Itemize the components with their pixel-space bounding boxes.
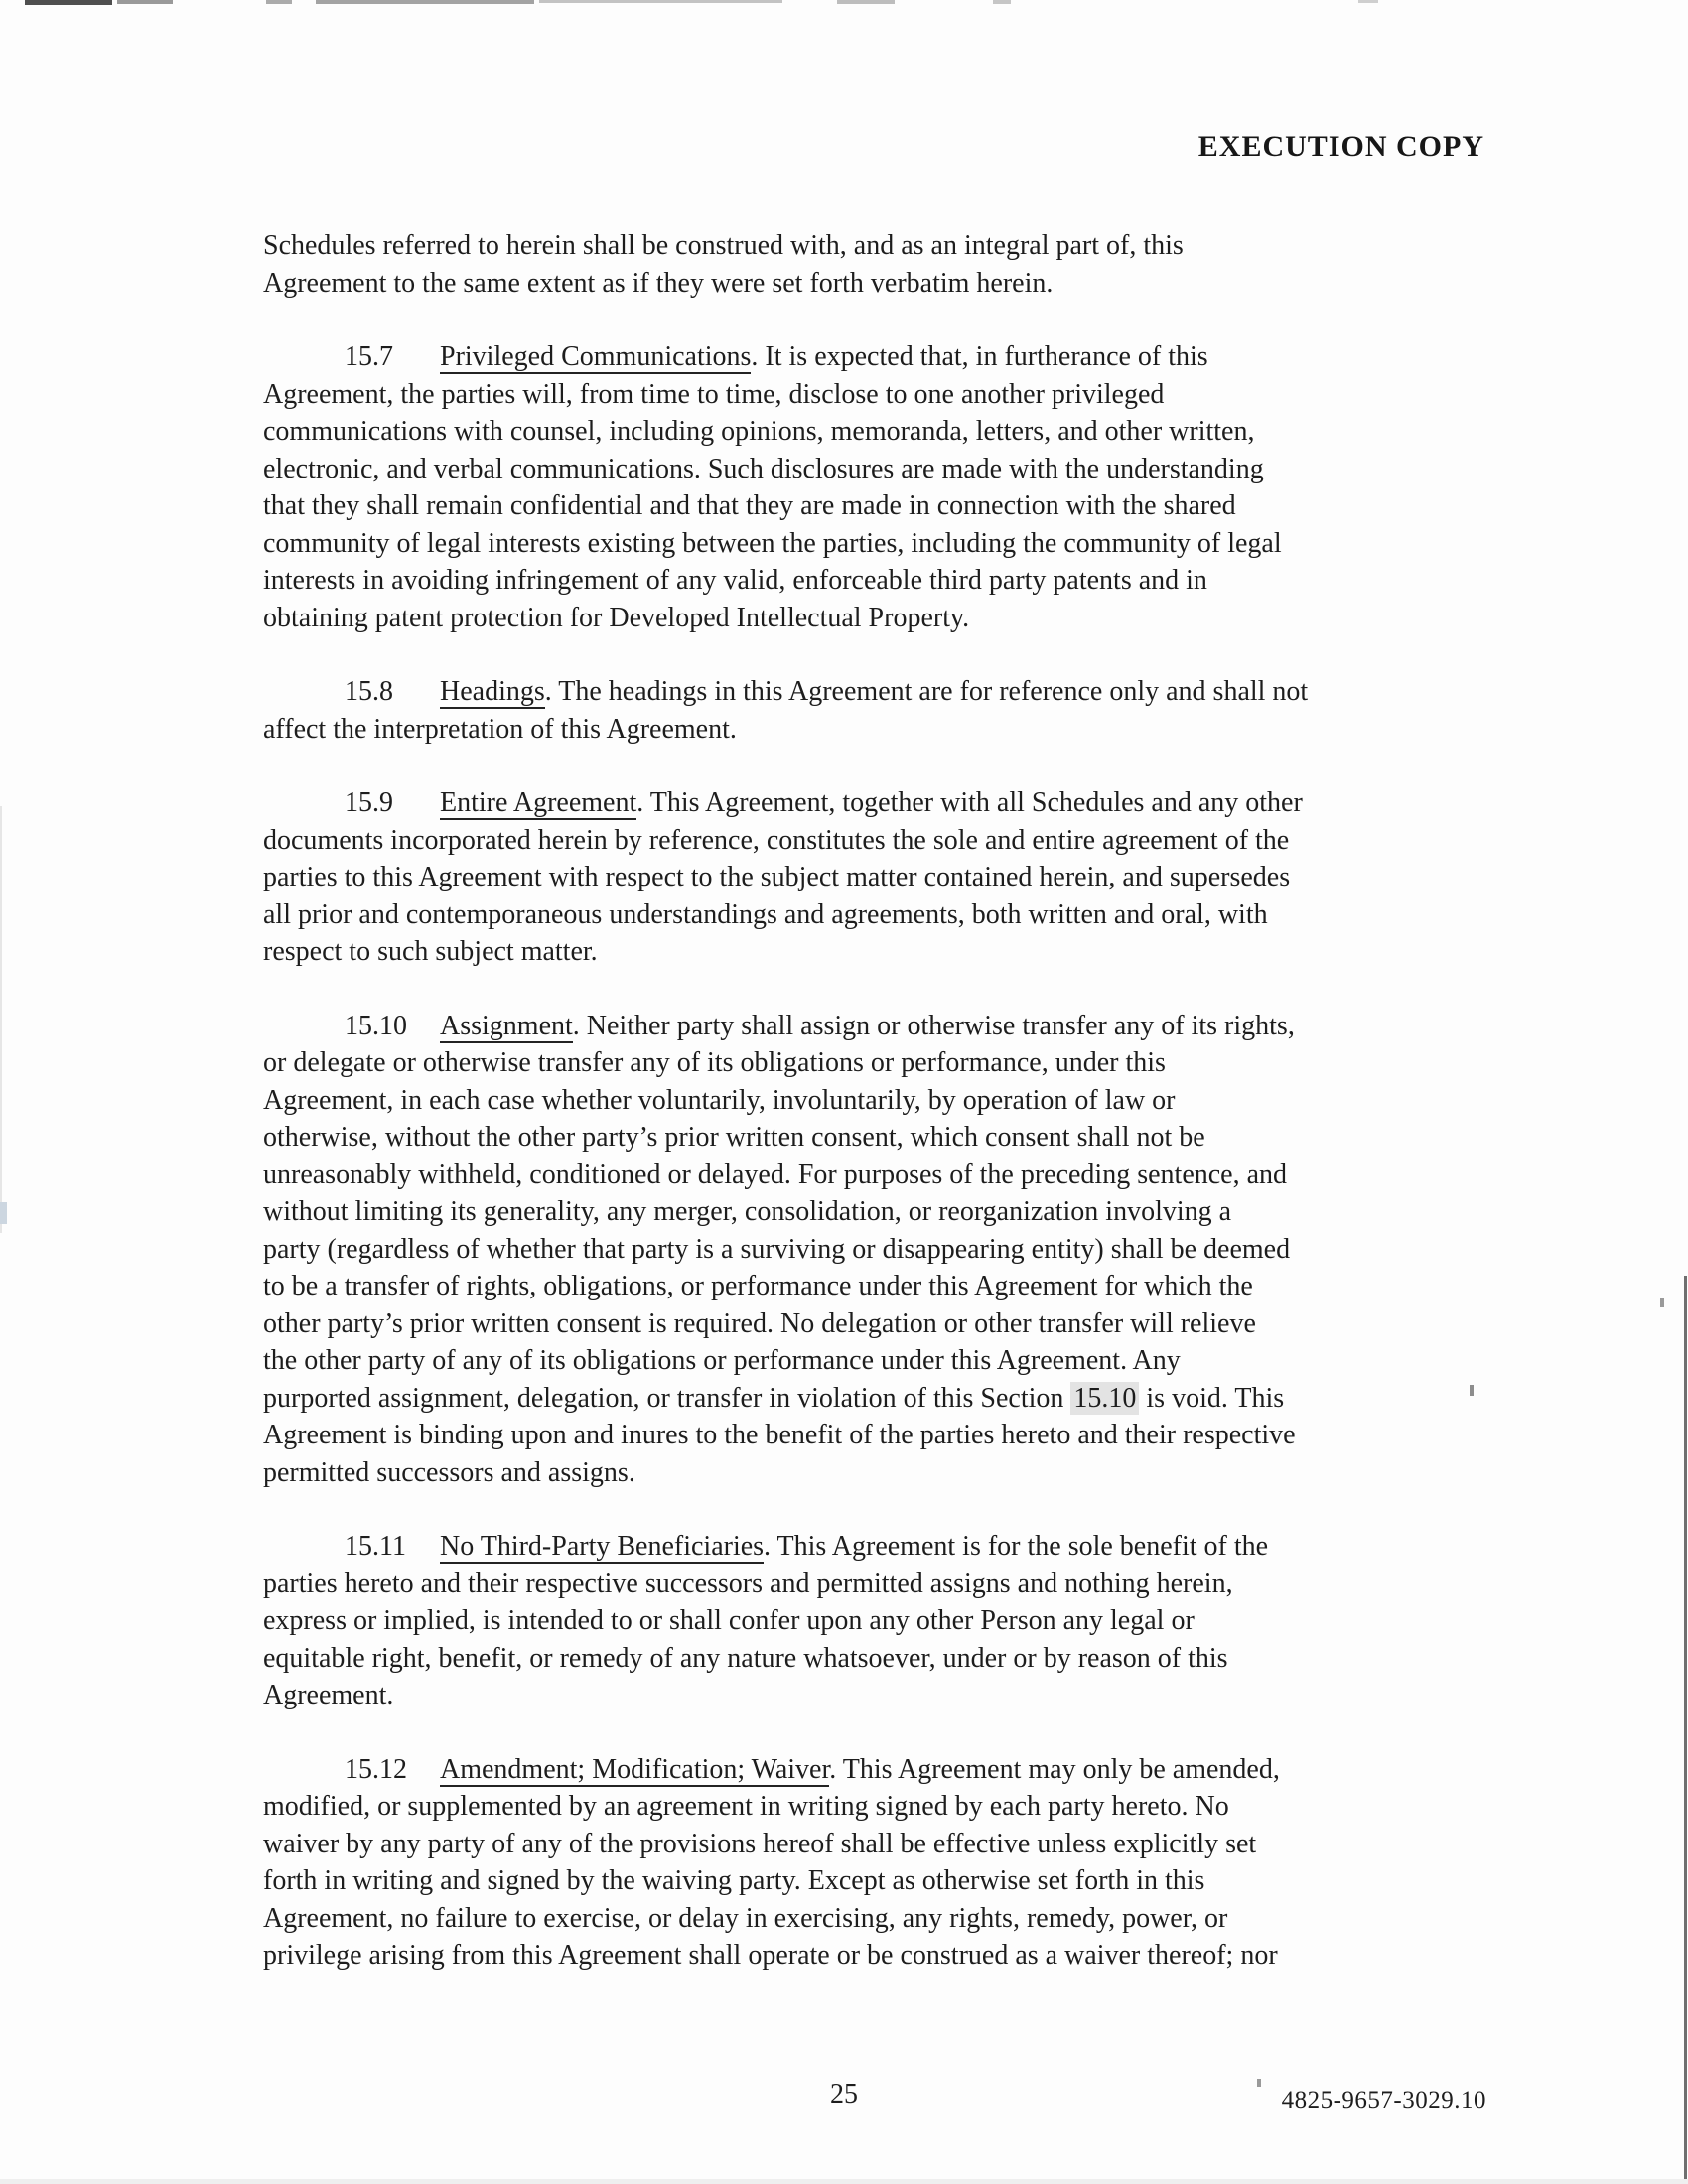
text-line: obtaining patent protection for Developed Intellectual Property. [263, 602, 970, 633]
section-reference-highlight: 15.10 [1070, 1382, 1139, 1415]
continuation-paragraph [263, 227, 1514, 302]
text-line: express or implied, is intended to or shall confer upon any other Person any legal or [263, 1605, 1195, 1636]
section-number: 15.11 [345, 1531, 406, 1562]
text-line: Agreement, the parties will, from time to time, disclose to one another privileged [263, 378, 1165, 410]
text-line: 15.11 No Third-Party Beneficiaries. This Agreement is for the sole benefit of the [263, 1528, 1514, 1566]
text-line: the other party of any of its obligations or performance under this Agreement. Any [263, 1345, 1181, 1376]
section-15-7-paragraph [263, 339, 1514, 636]
section-number: 15.12 [345, 1753, 407, 1785]
text-line: unreasonably withheld, conditioned or delayed. For purposes of the preceding sentence, and [263, 1159, 1288, 1190]
text-line: permitted successors and assigns. [263, 1456, 635, 1488]
text-line: or delegate or otherwise transfer any of its obligations or performance, under this [263, 1047, 1166, 1078]
scan-artifact-edge [0, 806, 2, 1233]
text-line: Agreement, in each case whether voluntarily, involuntarily, by operation of law or [263, 1084, 1176, 1116]
text-line: 15.9 Entire Agreement. This Agreement, together with all Schedules and any other [263, 784, 1514, 822]
text-line: respect to such subject matter. [263, 936, 598, 967]
scan-artifact-top-mark [316, 0, 534, 4]
section-title: No Third-Party Beneficiaries [440, 1531, 765, 1562]
section-15-9-paragraph [263, 784, 1514, 971]
text-line: Agreement, no failure to exercise, or delay in exercising, any rights, remedy, power, or [263, 1902, 1228, 1934]
text-line: other party’s prior written consent is required. No delegation or other transfer will relieve [263, 1307, 1256, 1339]
text-line: parties hereto and their respective successors and permitted assigns and nothing herein, [263, 1568, 1233, 1599]
section-title: Entire Agreement [440, 787, 637, 818]
scan-artifact-top-mark [837, 0, 895, 4]
text-line: modified, or supplemented by an agreement in writing signed by each party hereto. No [263, 1791, 1229, 1822]
section-title: Assignment [440, 1010, 573, 1041]
scan-artifact-speck [1660, 1298, 1664, 1307]
section-15-12-paragraph [263, 1751, 1514, 1975]
text-line: community of legal interests existing between the parties, including the community of legal [263, 527, 1282, 559]
section-number: 15.8 [345, 676, 393, 707]
text-line: 15.7 Privileged Communications. It is expected that, in furtherance of this [263, 339, 1514, 376]
text-line: forth in writing and signed by the waiving party. Except as otherwise set forth in this [263, 1865, 1205, 1896]
text-line: documents incorporated herein by reference, constitutes the sole and entire agreement of the [263, 824, 1290, 856]
page-number: 25 [830, 2079, 858, 2110]
text-line: Agreement is binding upon and inures to the benefit of the parties hereto and their respective [263, 1420, 1296, 1450]
scan-artifact-top-mark [539, 0, 782, 3]
section-number: 15.10 [345, 1010, 407, 1041]
text-line: 15.12 Amendment; Modification; Waiver. This Agreement may only be amended, [263, 1751, 1514, 1789]
text-line: waiver by any party of any of the provisions hereof shall be effective unless explicitly set [263, 1828, 1257, 1859]
text-line: Agreement to the same extent as if they were set forth verbatim herein. [263, 267, 1054, 299]
text-line: affect the interpretation of this Agreement. [263, 713, 737, 745]
scan-artifact-edge [0, 2179, 1688, 2184]
text-line: interests in avoiding infringement of any valid, enforceable third party patents and in [263, 565, 1207, 596]
section-title: Privileged Communications [440, 341, 752, 372]
scan-artifact-edge [1684, 1276, 1687, 2184]
text-line: that they shall remain confidential and that they are made in connection with the shared [263, 490, 1236, 521]
execution-copy-label: EXECUTION COPY [1197, 130, 1484, 163]
text-line: equitable right, benefit, or remedy of any nature whatsoever, under or by reason of this [263, 1642, 1228, 1674]
section-number: 15.7 [345, 341, 393, 372]
text-line: communications with counsel, including opinions, memoranda, letters, and other written, [263, 416, 1255, 447]
section-15-8-paragraph [263, 673, 1514, 748]
text-line: without limiting its generality, any merger, consolidation, or reorganization involving a [263, 1196, 1232, 1227]
text-line: privilege arising from this Agreement shall operate or be construed as a waiver thereof; nor [263, 1940, 1278, 1971]
section-title: Amendment; Modification; Waiver [440, 1753, 830, 1785]
section-15-10-paragraph [263, 1008, 1514, 1492]
text-line: parties to this Agreement with respect to the subject matter contained herein, and supersedes [263, 862, 1291, 892]
section-title: Headings [440, 676, 545, 707]
text-line: Agreement. [263, 1680, 394, 1710]
scan-artifact-edge [0, 1202, 7, 1224]
scan-artifact-top-mark [25, 0, 112, 5]
text-line: party (regardless of whether that party is a surviving or disappearing entity) shall be deemed [263, 1233, 1291, 1265]
scan-artifact-top-mark [1358, 0, 1378, 3]
text-line: purported assignment, delegation, or transfer in violation of this Section 15.10 is void. This [263, 1382, 1285, 1414]
text-line: to be a transfer of rights, obligations, or performance under this Agreement for which the [263, 1271, 1253, 1301]
text-line: electronic, and verbal communications. Such disclosures are made with the understanding [263, 453, 1264, 484]
section-15-11-paragraph [263, 1528, 1514, 1714]
text-line: all prior and contemporaneous understandings and agreements, both written and oral, with [263, 898, 1268, 930]
text-line: 15.8 Headings. The headings in this Agreement are for reference only and shall not [263, 673, 1514, 711]
scan-artifact-top-mark [993, 0, 1011, 4]
text-line: 15.10 Assignment. Neither party shall assign or otherwise transfer any of its rights, [263, 1008, 1514, 1045]
scan-artifact-top-mark [266, 0, 292, 4]
text-line: Schedules referred to herein shall be construed with, and as an integral part of, this [263, 230, 1184, 261]
section-number: 15.9 [345, 787, 393, 818]
text-line: otherwise, without the other party’s prior written consent, which consent shall not be [263, 1122, 1205, 1153]
document-body [263, 227, 1514, 1975]
scan-artifact-top-mark [117, 0, 173, 4]
document-id-number: 4825-9657-3029.10 [1281, 2087, 1486, 2114]
